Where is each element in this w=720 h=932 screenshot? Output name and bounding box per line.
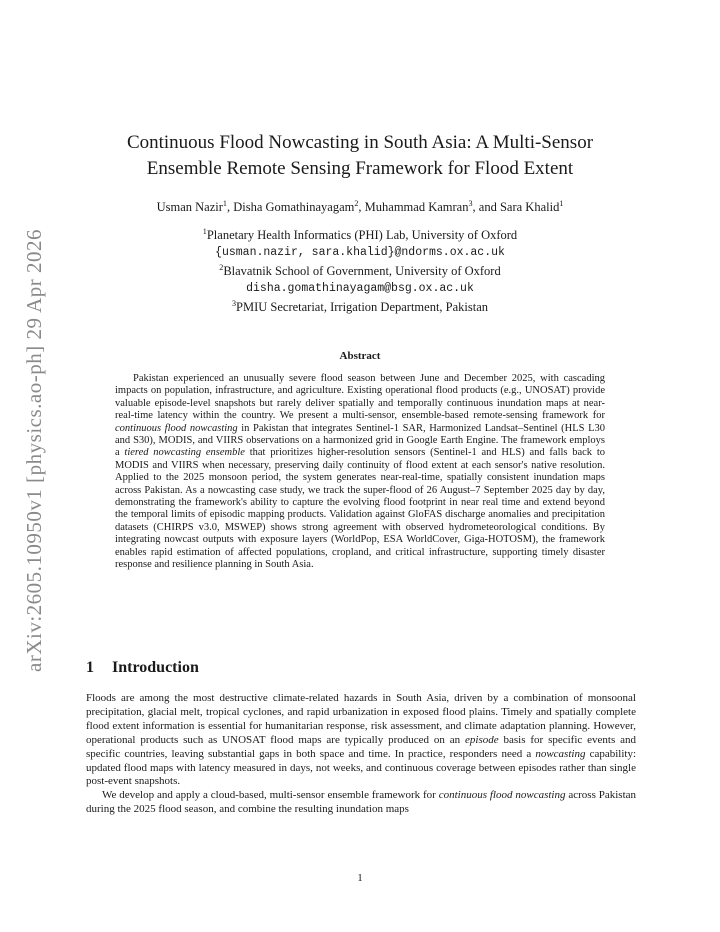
affiliation-1: $^1$Planetary Health Informatics (PHI) Lab, University of Oxford bbox=[202, 226, 518, 242]
paper-title bbox=[80, 130, 640, 182]
author-list bbox=[80, 199, 640, 215]
arxiv-stamp bbox=[14, 220, 54, 680]
paragraph: We develop and apply a cloud-based, multi-sensor ensemble framework for continuous flood nowcasting across Pakistan during the 2025 flood season, and combine the resulting inundation maps bbox=[86, 789, 637, 816]
title-line-1: Continuous Flood Nowcasting in South Asia: A Multi-Sensor bbox=[126, 132, 594, 153]
arxiv-stamp-text: arXiv:2605.10950v1 [physics.ao-ph] 29 Apr 2026 bbox=[21, 228, 46, 672]
affiliation-3: $^3$PMIU Secretariat, Irrigation Department, Pakistan bbox=[231, 298, 489, 314]
affiliations bbox=[80, 226, 640, 316]
page-number: 1 bbox=[357, 872, 363, 884]
section-number: 1 bbox=[86, 659, 94, 676]
author: Sara Khalid$^1$ bbox=[499, 198, 564, 214]
title-line-2: Ensemble Remote Sensing Framework for Flood Extent bbox=[146, 158, 574, 179]
section-title: Introduction bbox=[112, 659, 199, 676]
section-heading bbox=[86, 659, 199, 677]
email-1: {usman.nazir, sara.khalid}@ndorms.ox.ac.uk bbox=[215, 246, 505, 259]
author: Muhammad Kamran$^3$, and bbox=[364, 198, 500, 214]
email-2: disha.gomathinayagam@bsg.ox.ac.uk bbox=[246, 282, 474, 295]
paragraph: Floods are among the most destructive climate-related hazards in South Asia, driven by a combination of monsoonal precipitation, glacial melt, tropical cyclones, and rapid urbanization in exposed flood plains. Timely and spatially complete flood extent information is essential for humanitarian response, risk assessment, and climate adaptation planning. However, operational products such as UNOSAT flood maps are typically produced on an episode basis for specific events and specific countries, leaving substantial gaps in both space and time. In practice, responders need a nowcasting capability: updated flood maps with latency measured in days, not weeks, and continuous coverage between episodes rather than single post-event snapshots. bbox=[86, 692, 636, 788]
abstract-text: Pakistan experienced an unusually severe flood season between June and December 2025, with cascading impacts on population, infrastructure, and agriculture. Existing operational flood products (e.g., UNOSAT) provide valuable episode-level snapshots but rarely deliver spatially and temporally continuous inundation maps at near-real-time latency within the country. We present a multi-sensor, ensemble-based remote-sensing framework for continuous flood nowcasting in Pakistan that integrates Sentinel-1 SAR, Harmonized Landsat–Sentinel (HLS L30 and S30), MODIS, and VIIRS observations on a harmonized grid in Google Earth Engine. The framework employs a tiered nowcasting ensemble that prioritizes higher-resolution sensors (Sentinel-1 and HLS) and falls back to MODIS and VIIRS when necessary, preserving daily continuity of flood extent at each sensor's native resolution. Applied to the 2025 monsoon period, the system generates near-real-time, spatially consistent inundation maps across Pakistan. As a nowcasting case study, we track the super-flood of 26 August–7 September 2025 day by day, demonstrating the framework's ability to capture the evolving flood footprint in near real time and extend beyond the temporal limits of episodic mapping products. Validation against GloFAS discharge anomalies and precipitation datasets (CHIRPS v3.0, MSWEP) shows strong agreement with observed hydrometeorological conditions. By integrating nowcast outputs with exposure layers (WorldPop, ESA WorldCover, Giga-HOTOSM), the framework enables rapid estimation of affected populations, cropland, and critical infrastructure, supporting timely disaster response and resilience planning in South Asia. bbox=[115, 373, 605, 571]
author: Disha Gomathinayagam$^2$, bbox=[233, 198, 365, 214]
affiliation-2: $^2$Blavatnik School of Government, University of Oxford bbox=[219, 262, 501, 278]
author: Usman Nazir$^1$, bbox=[156, 198, 234, 214]
introduction-text bbox=[86, 692, 636, 817]
abstract-heading: Abstract bbox=[339, 350, 381, 362]
